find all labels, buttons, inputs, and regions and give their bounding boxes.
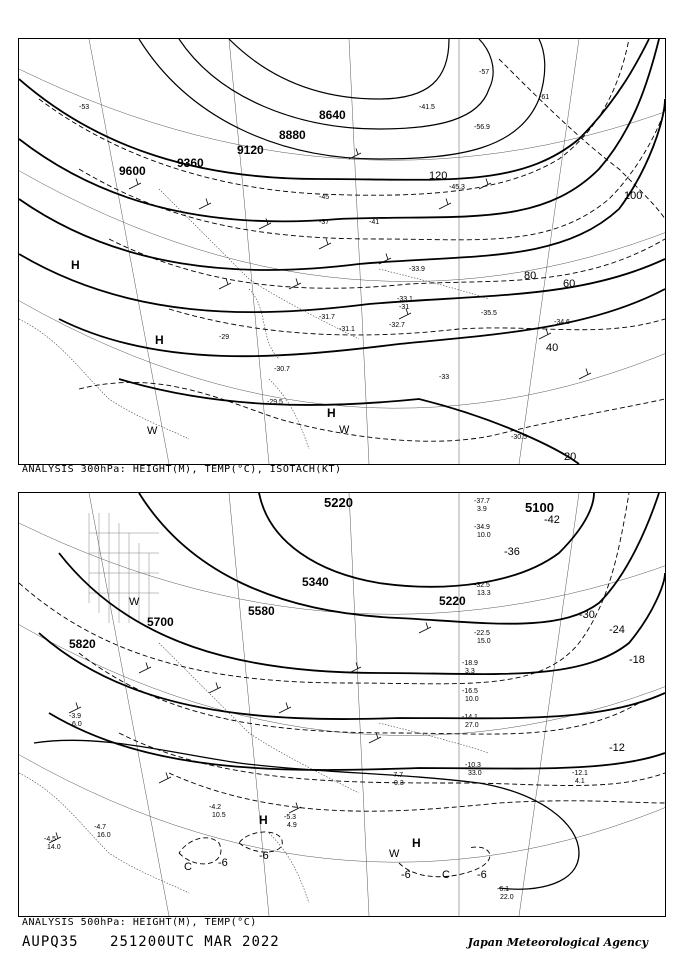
- isotach-label: 120: [429, 170, 448, 182]
- isotherm-label: -6: [401, 869, 411, 881]
- cold-center: C: [184, 861, 192, 873]
- station-temp: -22.5: [474, 630, 490, 637]
- isotherm-label: -6: [477, 869, 487, 881]
- height-label: 5220: [324, 495, 353, 510]
- station-temp: -37.7: [474, 498, 490, 505]
- temp-label: -31.7: [319, 314, 335, 321]
- isotherms: [19, 493, 665, 877]
- product-code: AUPQ35: [22, 934, 79, 950]
- analysis-500hpa-map: [18, 492, 666, 917]
- station-dewpoint: 4.1: [575, 778, 585, 785]
- station-temp: -3.9: [69, 713, 82, 720]
- station-dewpoint: 10.0: [477, 532, 491, 539]
- station-dewpoint: 14.0: [47, 844, 61, 851]
- station-temp: -4.2: [209, 804, 222, 811]
- station-dewpoint: 3.3: [465, 668, 475, 675]
- coastline: [19, 643, 489, 903]
- station-temp: -32.5: [474, 582, 490, 589]
- temp-label: -30.5: [511, 434, 527, 441]
- caption-500hpa: ANALYSIS 500hPa: HEIGHT(M), TEMP(°C): [22, 917, 257, 928]
- isotach-label: 60: [563, 278, 576, 290]
- height-label: 5340: [302, 575, 329, 589]
- height-contours: [19, 39, 665, 464]
- caption-300hpa: ANALYSIS 300hPa: HEIGHT(M), TEMP(°C), ISOTACH(KT): [22, 464, 342, 475]
- warm-center: W: [147, 425, 158, 437]
- high-pressure-center: H: [412, 836, 421, 850]
- agency-name: Japan Meteorological Agency: [467, 936, 648, 949]
- wind-barbs: [49, 623, 431, 844]
- station-dewpoint: 3.9: [477, 506, 487, 513]
- station-dewpoint: 15.0: [477, 638, 491, 645]
- isotherm-label: -24: [609, 624, 625, 636]
- warm-center: W: [339, 424, 350, 436]
- temp-label: -41.5: [419, 104, 435, 111]
- temp-label: -33.1: [397, 296, 413, 303]
- temp-label: -34.6: [554, 319, 570, 326]
- station-temp: -7.7: [391, 772, 404, 779]
- temp-label: -29.5: [267, 399, 283, 406]
- temp-label: -53: [79, 104, 90, 111]
- height-label: 5220: [439, 594, 466, 608]
- station-dewpoint: 6.0: [72, 721, 82, 728]
- hatched-region: [89, 513, 159, 623]
- station-dewpoint: 4.9: [287, 822, 297, 829]
- station-temp: -16.5: [462, 688, 478, 695]
- station-temp: -34.9: [474, 524, 490, 531]
- station-dewpoint: 33.0: [468, 770, 482, 777]
- station-dewpoint: 0.3: [394, 780, 404, 787]
- station-temp: -4.5: [44, 836, 57, 843]
- station-dewpoint: 27.0: [465, 722, 479, 729]
- temp-label: -57: [479, 69, 490, 76]
- temp-label: -33.9: [409, 266, 425, 273]
- station-dewpoint: 10.5: [212, 812, 226, 819]
- temp-label: -31: [399, 304, 410, 311]
- height-label: 5100: [525, 500, 554, 515]
- map-300hpa-canvas: [19, 39, 665, 464]
- station-dewpoint: 22.0: [500, 894, 514, 901]
- isotherm-label: -12: [609, 742, 625, 754]
- height-label: 5700: [147, 615, 174, 629]
- height-label: 8640: [319, 108, 346, 122]
- isotherm-label: -30: [579, 609, 595, 621]
- warm-center: W: [129, 596, 140, 608]
- high-pressure-center: H: [155, 333, 164, 347]
- isotherm-label: -6: [218, 857, 228, 869]
- station-temp: -14.1: [462, 714, 478, 721]
- temp-label: -45.3: [449, 184, 465, 191]
- high-pressure-center: H: [259, 813, 268, 827]
- temp-label: -56.9: [474, 124, 490, 131]
- cold-center: C: [442, 869, 450, 881]
- height-label: 5820: [69, 637, 96, 651]
- high-pressure-center: H: [71, 258, 80, 272]
- height-contours: [39, 493, 665, 770]
- valid-time: 251200UTC MAR 2022: [110, 934, 280, 950]
- isotherm-label: -18: [629, 654, 645, 666]
- frontal-line: [34, 740, 579, 889]
- station-dewpoint: 13.3: [477, 590, 491, 597]
- temp-label: -41: [369, 219, 380, 226]
- station-dewpoint: 10.0: [465, 696, 479, 703]
- temp-label: -32.7: [389, 322, 405, 329]
- temp-label: -29: [219, 334, 230, 341]
- height-label: 8880: [279, 128, 306, 142]
- height-label: 9600: [119, 164, 146, 178]
- isotach-label: 40: [546, 342, 559, 354]
- isotherm-label: -42: [544, 514, 560, 526]
- station-temp: -4.7: [94, 824, 107, 831]
- station-temp: -18.9: [462, 660, 478, 667]
- upper-low-contours: [139, 39, 545, 159]
- isotherm-label: -6: [259, 850, 269, 862]
- graticule: [19, 493, 665, 916]
- map-500hpa-canvas: [19, 493, 665, 916]
- temp-label: -33: [439, 374, 450, 381]
- station-temp: -5.3: [284, 814, 297, 821]
- temp-label: -37: [319, 219, 330, 226]
- warm-center: W: [389, 848, 400, 860]
- graticule: [19, 39, 665, 464]
- isotherm-label: -36: [504, 546, 520, 558]
- height-label: 9120: [237, 143, 264, 157]
- temp-label: -61: [539, 94, 550, 101]
- product-header: [22, 934, 302, 950]
- station-temp: -12.1: [572, 770, 588, 777]
- temp-label: -31.1: [339, 326, 355, 333]
- station-temp: -6.1: [497, 886, 510, 893]
- height-label: 5580: [248, 604, 275, 618]
- isotach-label: 20: [564, 451, 577, 463]
- temp-label: -30.7: [274, 366, 290, 373]
- high-pressure-center: H: [327, 406, 336, 420]
- isotach-label: 100: [624, 190, 643, 202]
- station-dewpoint: 16.0: [97, 832, 111, 839]
- analysis-300hpa-map: [18, 38, 666, 465]
- station-temp: -10.3: [465, 762, 481, 769]
- height-label: 9360: [177, 156, 204, 170]
- temp-label: -45: [319, 194, 330, 201]
- temp-label: -35.5: [481, 310, 497, 317]
- isotach-label: 80: [524, 270, 537, 282]
